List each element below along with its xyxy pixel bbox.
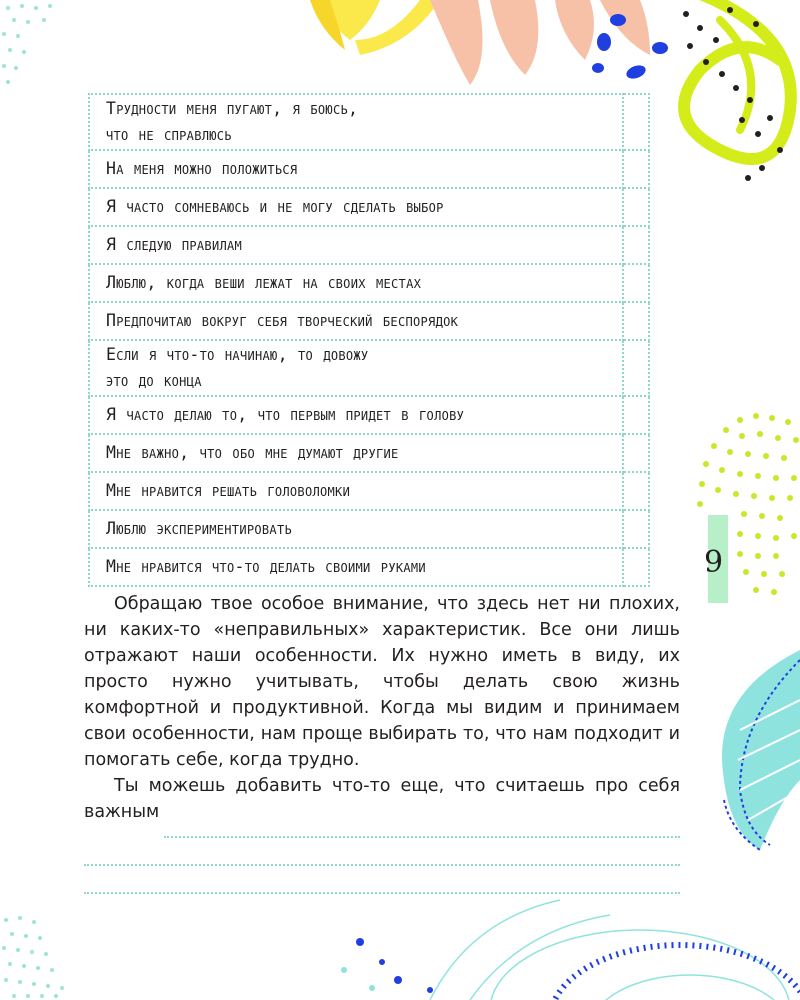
checklist-statement: [89, 264, 623, 302]
lime-swirl: [683, 0, 791, 181]
checklist-checkbox[interactable]: [623, 264, 649, 302]
statement-line: что не справлюсь: [106, 125, 232, 144]
checklist-statement: [89, 434, 623, 472]
checklist-row: [89, 548, 649, 586]
statement-line: Мне нравится решать головоломки: [106, 481, 351, 500]
checklist-row: [89, 510, 649, 548]
checklist-statement: [89, 302, 623, 340]
checklist-checkbox[interactable]: [623, 302, 649, 340]
checklist-statement: [89, 472, 623, 510]
body-paragraph: [84, 591, 680, 773]
checklist-checkbox[interactable]: [623, 188, 649, 226]
checklist-row: [89, 434, 649, 472]
answer-lines[interactable]: [84, 810, 680, 894]
yellow-flower: [310, 0, 440, 55]
dots-bottom-left: [2, 916, 64, 998]
checklist-statement: [89, 548, 623, 586]
checklist-statement: [89, 340, 623, 396]
checklist-row: [89, 340, 649, 396]
statement-line: Предпочитаю вокруг себя творческий беспорядок: [106, 311, 459, 330]
answer-line[interactable]: [164, 810, 680, 838]
checklist-row: [89, 94, 649, 150]
checklist-statement: [89, 510, 623, 548]
statement-line: Я часто делаю то, что первым придет в голову: [106, 405, 465, 424]
checklist-checkbox[interactable]: [623, 510, 649, 548]
checklist-checkbox[interactable]: [623, 548, 649, 586]
checklist-checkbox[interactable]: [623, 472, 649, 510]
checklist-statement: [89, 150, 623, 188]
blue-petals: [592, 14, 668, 81]
checklist-statement: [89, 396, 623, 434]
checklist-checkbox[interactable]: [623, 340, 649, 396]
checklist-row: [89, 472, 649, 510]
checklist-row: [89, 150, 649, 188]
paragraph-text: Ты можешь добавить что-то еще, что считаешь про себя важным: [84, 776, 680, 822]
answer-line[interactable]: [84, 838, 680, 866]
statement-line: Мне нравится что-то делать своими руками: [106, 557, 426, 576]
statement-line: Люблю, когда веши лежат на своих местах: [106, 273, 422, 292]
self-assessment-checklist: [88, 93, 650, 587]
bottom-rings: [341, 900, 800, 1000]
statement-line: это до конца: [106, 371, 202, 390]
checklist-statement: [89, 188, 623, 226]
checklist-checkbox[interactable]: [623, 396, 649, 434]
checklist-checkbox[interactable]: [623, 150, 649, 188]
statement-line: На меня можно положиться: [106, 159, 298, 178]
checklist-checkbox[interactable]: [623, 226, 649, 264]
checklist-row: [89, 188, 649, 226]
checklist-row: [89, 226, 649, 264]
statement-line: Если я что-то начинаю, то довожу: [106, 345, 369, 364]
paragraph-text: Обращаю твое особое внимание, что здесь нет ни плохих, ни каких-то «неправильных» характеристик. Все они лишь отражают наши особенности. Их нужно иметь в виду, их просто нужно учитывать, чтобы делать свою жизнь комфортной и продуктивной. Когда мы видим и принимаем свои особенности, нам проще выбирать то, что нам подходит и помогать себе, когда трудно.: [84, 594, 680, 770]
page-number: 9: [704, 545, 724, 580]
checklist-row: [89, 396, 649, 434]
statement-line: Трудности меня пугают, я боюсь,: [106, 99, 359, 118]
checklist-statement: [89, 226, 623, 264]
checklist-row: [89, 302, 649, 340]
aqua-leaf: [722, 650, 800, 850]
checklist-row: [89, 264, 649, 302]
answer-line[interactable]: [84, 866, 680, 894]
statement-line: Я часто сомневаюсь и не могу сделать выбор: [106, 197, 444, 216]
dots-top-left: [2, 4, 52, 84]
checklist-checkbox[interactable]: [623, 94, 649, 150]
statement-line: Мне важно, что обо мне думают другие: [106, 443, 399, 462]
peach-petals: [430, 0, 650, 85]
checklist-checkbox[interactable]: [623, 434, 649, 472]
body-text: [84, 591, 680, 825]
statement-line: Люблю экспериментировать: [106, 519, 293, 538]
checklist-statement: [89, 94, 623, 150]
statement-line: Я следую правилам: [106, 235, 243, 254]
